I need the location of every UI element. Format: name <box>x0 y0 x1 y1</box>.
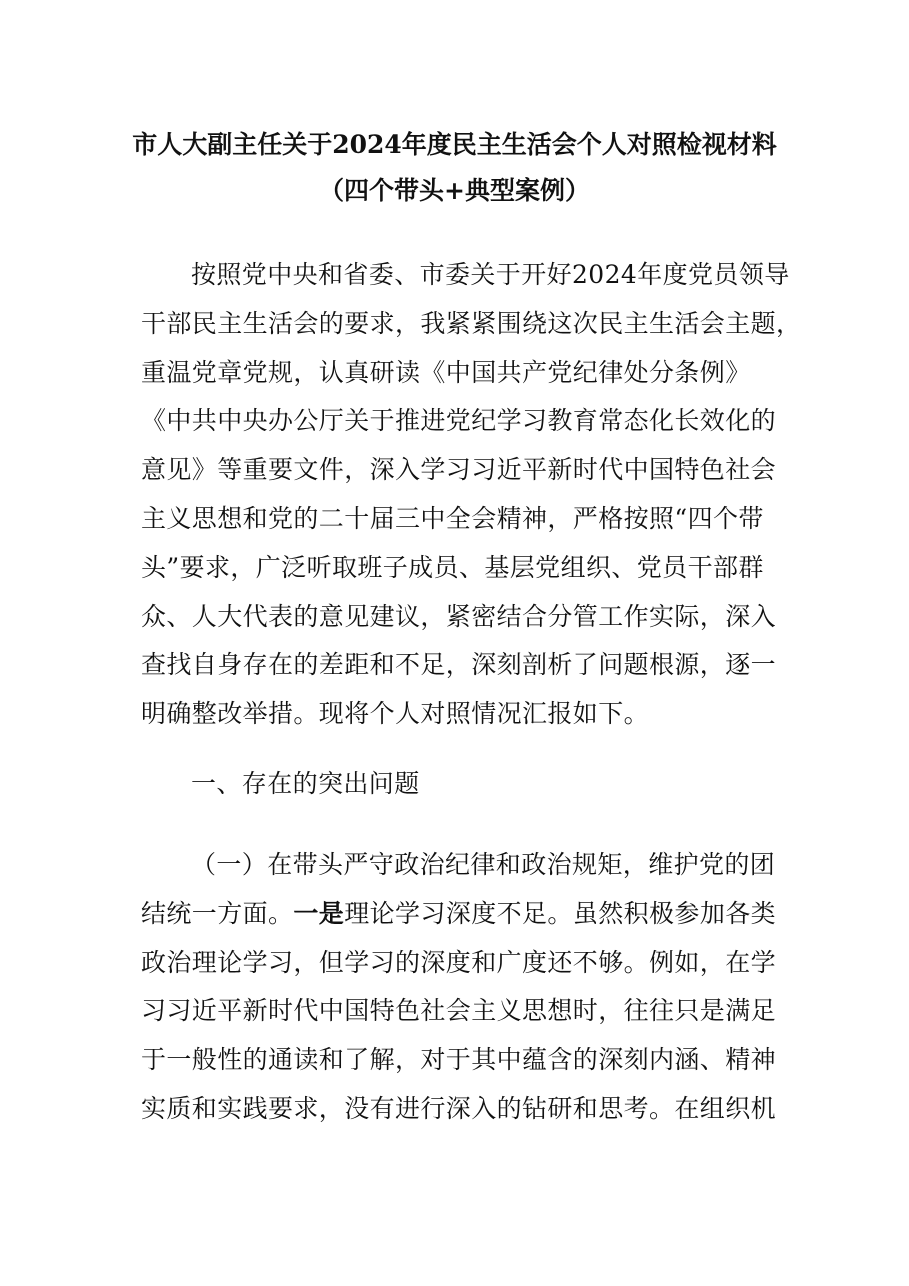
paragraph-line: 习习近平新时代中国特色社会主义思想时，往往只是满足 <box>141 996 777 1026</box>
paragraph-line: 于一般性的通读和了解，对于其中蕴含的深刻内涵、精神 <box>141 1045 777 1075</box>
section-heading-text: 一、存在的突出问题 <box>191 769 420 798</box>
section-heading <box>141 760 776 809</box>
paragraph-line: 干部民主生活会的要求，我紧紧围绕这次民主生活会主题， <box>141 308 802 338</box>
paragraph-text: 理论学习深度不足。虽然积极参加各类 <box>344 898 777 928</box>
paragraph-line <box>141 890 776 939</box>
paragraph-line: 《中共中央办公厅关于推进党纪学习教育常态化长效化的 <box>141 406 777 436</box>
subsection-paragraph <box>141 841 776 1134</box>
document-title: 市人大副主任关于2024年度民主生活会个人对照检视材料 <box>132 130 777 159</box>
paragraph-line: 查找自身存在的差距和不足，深刻剖析了问题根源，逐一 <box>141 650 777 680</box>
paragraph-line: 头”要求，广泛听取班子成员、基层党组织、党员干部群 <box>141 552 764 582</box>
paragraph-line: 实质和实践要求，没有进行深入的钻研和思考。在组织机 <box>141 1093 777 1123</box>
paragraph-line: 按照党中央和省委、市委关于开好2024年度党员领导 <box>191 260 790 289</box>
paragraph-line: 政治理论学习，但学习的深度和广度还不够。例如，在学 <box>141 947 777 977</box>
paragraph-line: 重温党章党规，认真研读《中国共产党纪律处分条例》 <box>141 357 751 387</box>
paragraph-line: 意见》等重要文件，深入学习习近平新时代中国特色社会 <box>141 455 777 485</box>
emphasis-text: 一是 <box>293 898 345 928</box>
intro-paragraph <box>141 251 802 739</box>
paragraph-text: 结统一方面。 <box>141 898 294 928</box>
paragraph-line: 明确整改举措。现将个人对照情况汇报如下。 <box>141 699 650 729</box>
paragraph-line: 主义思想和党的二十届三中全会精神，严格按照“四个带 <box>141 503 764 533</box>
document-subtitle: （四个带头+典型案例） <box>319 176 590 205</box>
paragraph-line: （一）在带头严守政治纪律和政治规矩，维护党的团 <box>191 850 776 879</box>
paragraph-line: 众、人大代表的意见建议，紧密结合分管工作实际，深入 <box>141 601 777 631</box>
